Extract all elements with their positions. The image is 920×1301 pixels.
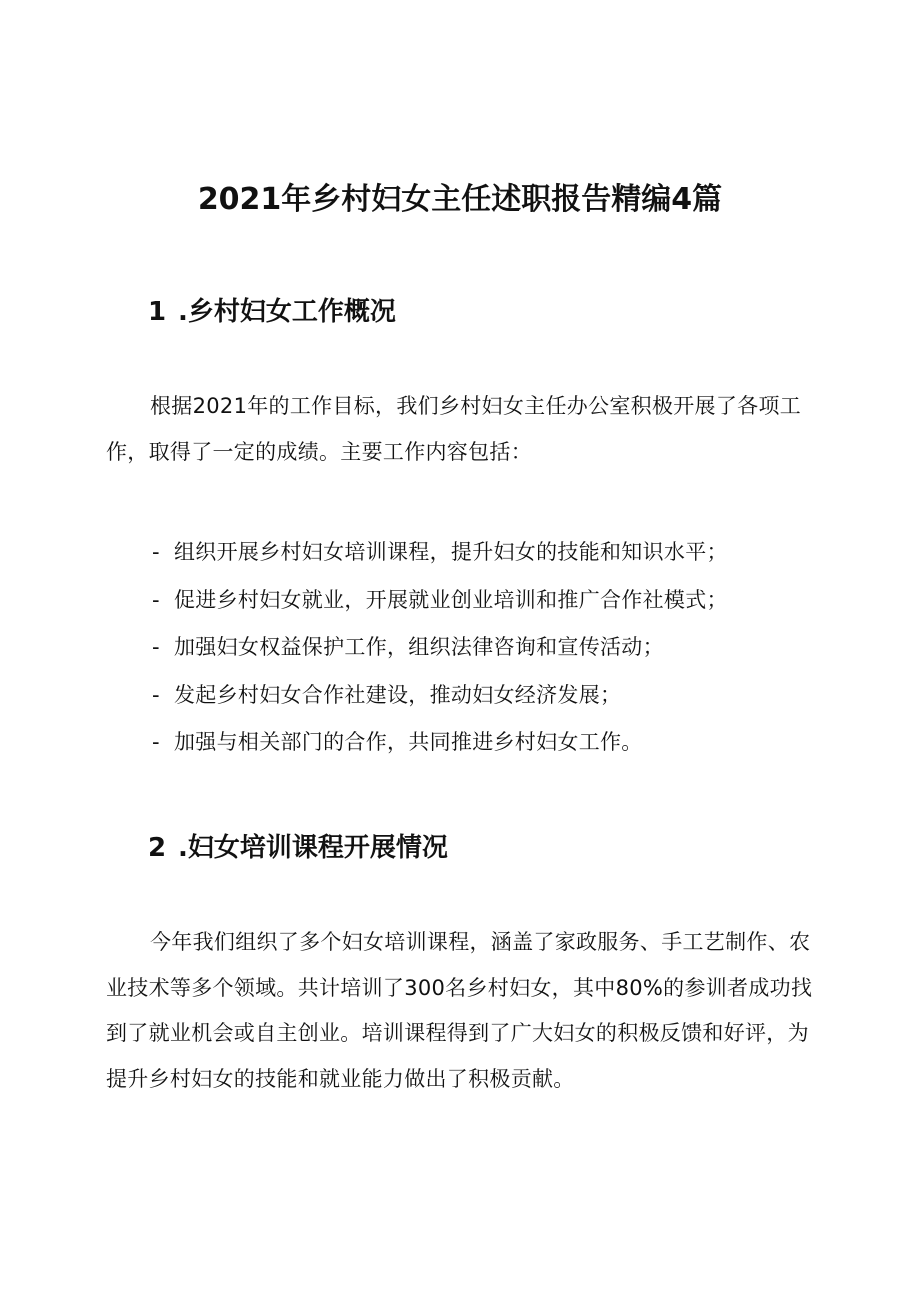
list-item-text: 加强妇女权益保护工作，组织法律咨询和宣传活动； [174,635,664,659]
section-2-paragraph: 今年我们组织了多个妇女培训课程，涵盖了家政服务、手工艺制作、农业技术等多个领域。共计培训了300名乡村妇女，其中80%的参训者成功找到了就业机会或自主创业。培训课程得到了广大妇女的积极反馈和好评，为提升乡村妇女的技能和就业能力做出了积极贡献。 [106,930,813,1091]
list-item [152,529,728,577]
document-title: 2021年乡村妇女主任述职报告精编4篇 [197,182,723,217]
bullet-marker: - [152,730,160,754]
bullet-marker: - [152,587,160,612]
section-1-paragraph: 根据2021年的工作目标，我们乡村妇女主任办公室积极开展了各项工作，取得了一定的成绩。主要工作内容包括： [106,394,802,464]
list-item [152,577,728,625]
section-2-heading [148,830,448,866]
list-item-text: 组织开展乡村妇女培训课程，提升妇女的技能和知识水平； [174,540,728,564]
bullet-marker: - [152,682,160,707]
section-2-heading-text: .妇女培训课程开展情况 [178,833,448,863]
bullet-marker: - [152,635,160,659]
list-item [152,624,728,672]
section-1-heading [148,294,396,330]
list-item-text: 促进乡村妇女就业，开展就业创业培训和推广合作社模式； [174,587,728,612]
list-item-text: 加强与相关部门的合作，共同推进乡村妇女工作。 [174,730,643,754]
list-item [152,672,728,720]
list-item-text: 发起乡村妇女合作社建设，推动妇女经济发展； [174,682,622,707]
bullet-marker: - [152,540,160,564]
section-1-bullet-list [152,529,728,767]
list-item [152,719,728,767]
section-1-heading-text: .乡村妇女工作概况 [178,297,396,327]
section-2-number: 2 [148,833,167,863]
section-1-number: 1 [148,297,167,327]
